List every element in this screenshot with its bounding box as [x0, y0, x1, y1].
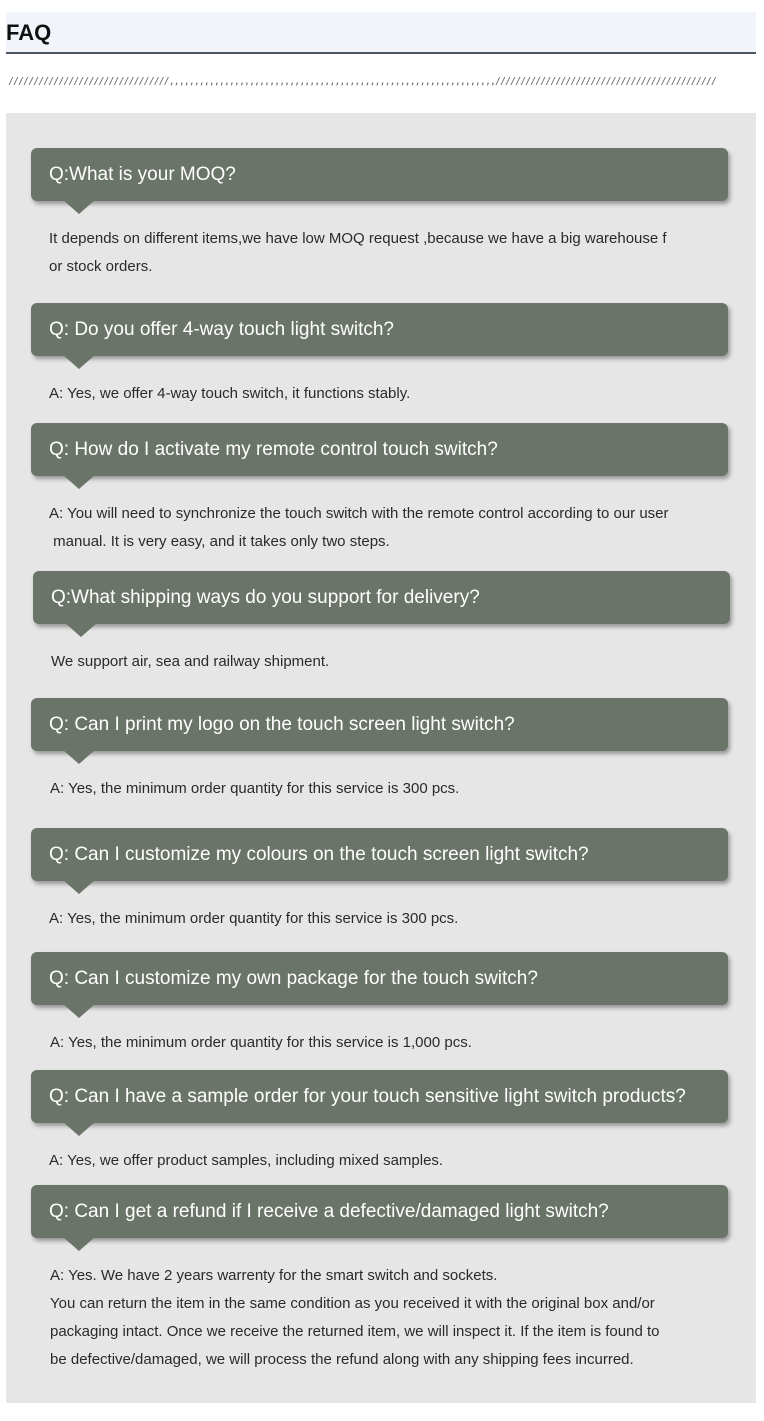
answer-line: packaging intact. Once we receive the returned item, we will inspect it. If the item is found to — [50, 1323, 660, 1340]
faq-answer — [50, 1262, 730, 1374]
faq-question: Q:What is your MOQ? — [31, 148, 728, 201]
answer-line: be defective/damaged, we will process the refund along with any shipping fees incurred. — [50, 1351, 634, 1368]
faq-answer — [49, 1147, 729, 1175]
decorative-divider: ////////////////////////////////,,,,,,,,,,,,,,,,,,,,,,,,,,,,,,,,,,,,,,,,,,,,,,,,,,,,,,,,,,,,,,,,,//////////////////////////////////////////// — [8, 76, 716, 87]
faq-question: Q: Can I have a sample order for your touch sensitive light switch products? — [31, 1070, 728, 1123]
answer-line: or stock orders. — [49, 258, 153, 275]
faq-answer — [49, 500, 729, 556]
faq-question: Q: Do you offer 4-way touch light switch? — [31, 303, 728, 356]
faq-answer — [50, 1029, 730, 1057]
faq-question: Q: Can I get a refund if I receive a defective/damaged light switch? — [31, 1185, 728, 1238]
faq-answer — [51, 648, 731, 676]
answer-line: A: Yes, the minimum order quantity for this service is 300 pcs. — [50, 780, 460, 797]
answer-line: We support air, sea and railway shipment. — [51, 653, 330, 670]
faq-answer — [49, 225, 729, 281]
answer-line: You can return the item in the same condition as you received it with the original box and/or — [50, 1295, 655, 1312]
faq-header — [6, 12, 756, 54]
faq-question: Q:What shipping ways do you support for delivery? — [33, 571, 730, 624]
faq-question: Q: Can I print my logo on the touch screen light switch? — [31, 698, 728, 751]
answer-line: A: Yes, we offer 4-way touch switch, it functions stably. — [49, 385, 411, 402]
page-title: FAQ — [6, 20, 52, 45]
faq-question: Q: How do I activate my remote control touch switch? — [31, 423, 728, 476]
answer-line: A: You will need to synchronize the touch switch with the remote control according to our user — [49, 505, 669, 522]
faq-answer — [49, 380, 729, 408]
faq-question: Q: Can I customize my colours on the touch screen light switch? — [31, 828, 728, 881]
faq-answer — [49, 905, 729, 933]
faq-answer — [50, 775, 730, 803]
faq-question: Q: Can I customize my own package for the touch switch? — [31, 952, 728, 1005]
answer-line: A: Yes, the minimum order quantity for this service is 1,000 pcs. — [50, 1034, 472, 1051]
answer-line: It depends on different items,we have low MOQ request ,because we have a big warehouse f — [49, 230, 667, 247]
answer-line: A: Yes. We have 2 years warrenty for the smart switch and sockets. — [50, 1267, 498, 1284]
answer-line: manual. It is very easy, and it takes only two steps. — [49, 533, 390, 550]
answer-line: A: Yes, we offer product samples, including mixed samples. — [49, 1152, 444, 1169]
answer-line: A: Yes, the minimum order quantity for this service is 300 pcs. — [49, 910, 459, 927]
